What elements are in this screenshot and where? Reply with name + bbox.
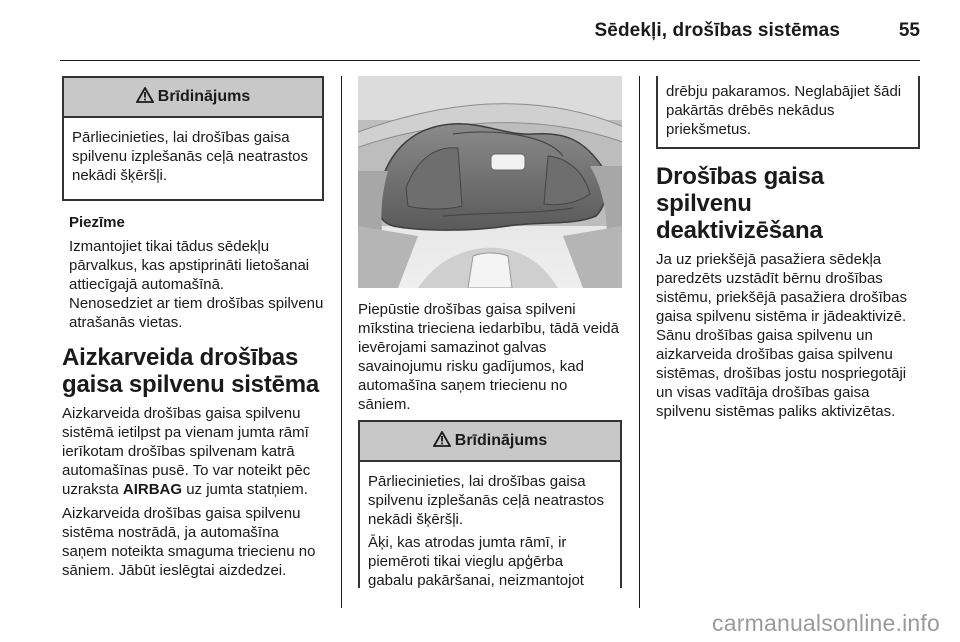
warning-header-2 [360, 422, 620, 462]
airbag-deactivation-section [656, 163, 920, 421]
column-3 [656, 76, 920, 426]
warning-text-1: Pārliecinieties, lai drošības gaisa spilvenu izplešanās ceļā neatrastos nekādi šķēršļi. [368, 473, 604, 528]
para-text: uz jumta statņiem. [182, 481, 308, 498]
column-1 [62, 76, 324, 585]
section-paragraph-2: Aizkarveida drošības gaisa spilvenu sistēma nostrādā, ja automašīna saņem noteikta smaguma triecienu no sāniem. Jābūt ieslēgtai aizdedzei. [62, 505, 316, 579]
warning-box-continued [656, 76, 920, 149]
warning-text-2: Āķi, kas atrodas jumta rāmī, ir piemēroti tikai vieglu apģērba gabalu pakāršanai, neizmantojot [368, 534, 584, 589]
airbag-label: AIRBAG [122, 481, 183, 498]
warning-triangle-icon [433, 431, 451, 452]
column-2 [358, 300, 622, 588]
note-text-1: Izmantojiet tikai tādus sēdekļu pārvalkus, kas apstiprināti lietošanai attiecīgajā automašīnā. [69, 238, 310, 293]
warning-header [64, 78, 322, 118]
page-number: 55 [898, 20, 920, 41]
warning-label: Brīdinājums [157, 88, 251, 105]
warning-label: Brīdinājums [454, 432, 548, 449]
header-rule [60, 60, 920, 61]
para-text: Aizkarveida drošības gaisa spilvenu sistēmā ietilpst pa vienam jumta rāmī ierīkotam drošības spilvenam katrā automašīnas pusē. To var noteikt pēc uzraksta [62, 405, 311, 498]
curtain-airbag-section [62, 344, 324, 580]
photo-caption: Piepūstie drošības gaisa spilveni mīkstina trieciena iedarbību, tādā veidā ievērojami samazinot galvas savainojumu risku gadījumos, kad automašīna saņem triecienu no sāniem. [358, 301, 619, 413]
warning-box-2 [358, 420, 622, 588]
warning-triangle-icon [136, 87, 154, 108]
curtain-airbag-photo [358, 76, 622, 288]
section-paragraph-1 [62, 404, 324, 499]
note-title: Piezīme [69, 214, 125, 231]
warning-box [62, 76, 324, 201]
warning-continued-text: drēbju pakaramos. Neglabājiet šādi pakārtās drēbēs nekādus priekšmetus. [666, 83, 902, 138]
page-header-title: Sēdekļi, drošības sistēmas [594, 20, 840, 41]
watermark-text: carmanualsonline.info [712, 610, 940, 636]
note-block [62, 213, 324, 332]
section-heading: Drošības gaisa spilvenu deaktivizēšana [656, 163, 824, 244]
section-heading: Aizkarveida drošības gaisa spilvenu sistēma [62, 344, 320, 398]
column-divider-2 [639, 76, 640, 608]
warning-text: Pārliecinieties, lai drošības gaisa spilvenu izplešanās ceļā neatrastos nekādi šķēršļi. [72, 129, 308, 184]
note-text-2: Nenosedziet ar tiem drošības spilvenu atrašanās vietas. [69, 295, 324, 331]
section-paragraph: Ja uz priekšējā pasažiera sēdekļa paredzēts uzstādīt bērnu drošības sistēmu, priekšējā pasažiera drošības gaisa spilvenu sistēma ir jādeaktivizē. Sānu drošības gaisa spilvenu un aizkarveida drošības gaisa spilvenu sistēmas, drošības jostu nospriegotāji un visas vadītāja drošības gaisa spilvenu sistēmas paliks aktivizētas. [656, 251, 907, 420]
column-divider-1 [341, 76, 342, 608]
